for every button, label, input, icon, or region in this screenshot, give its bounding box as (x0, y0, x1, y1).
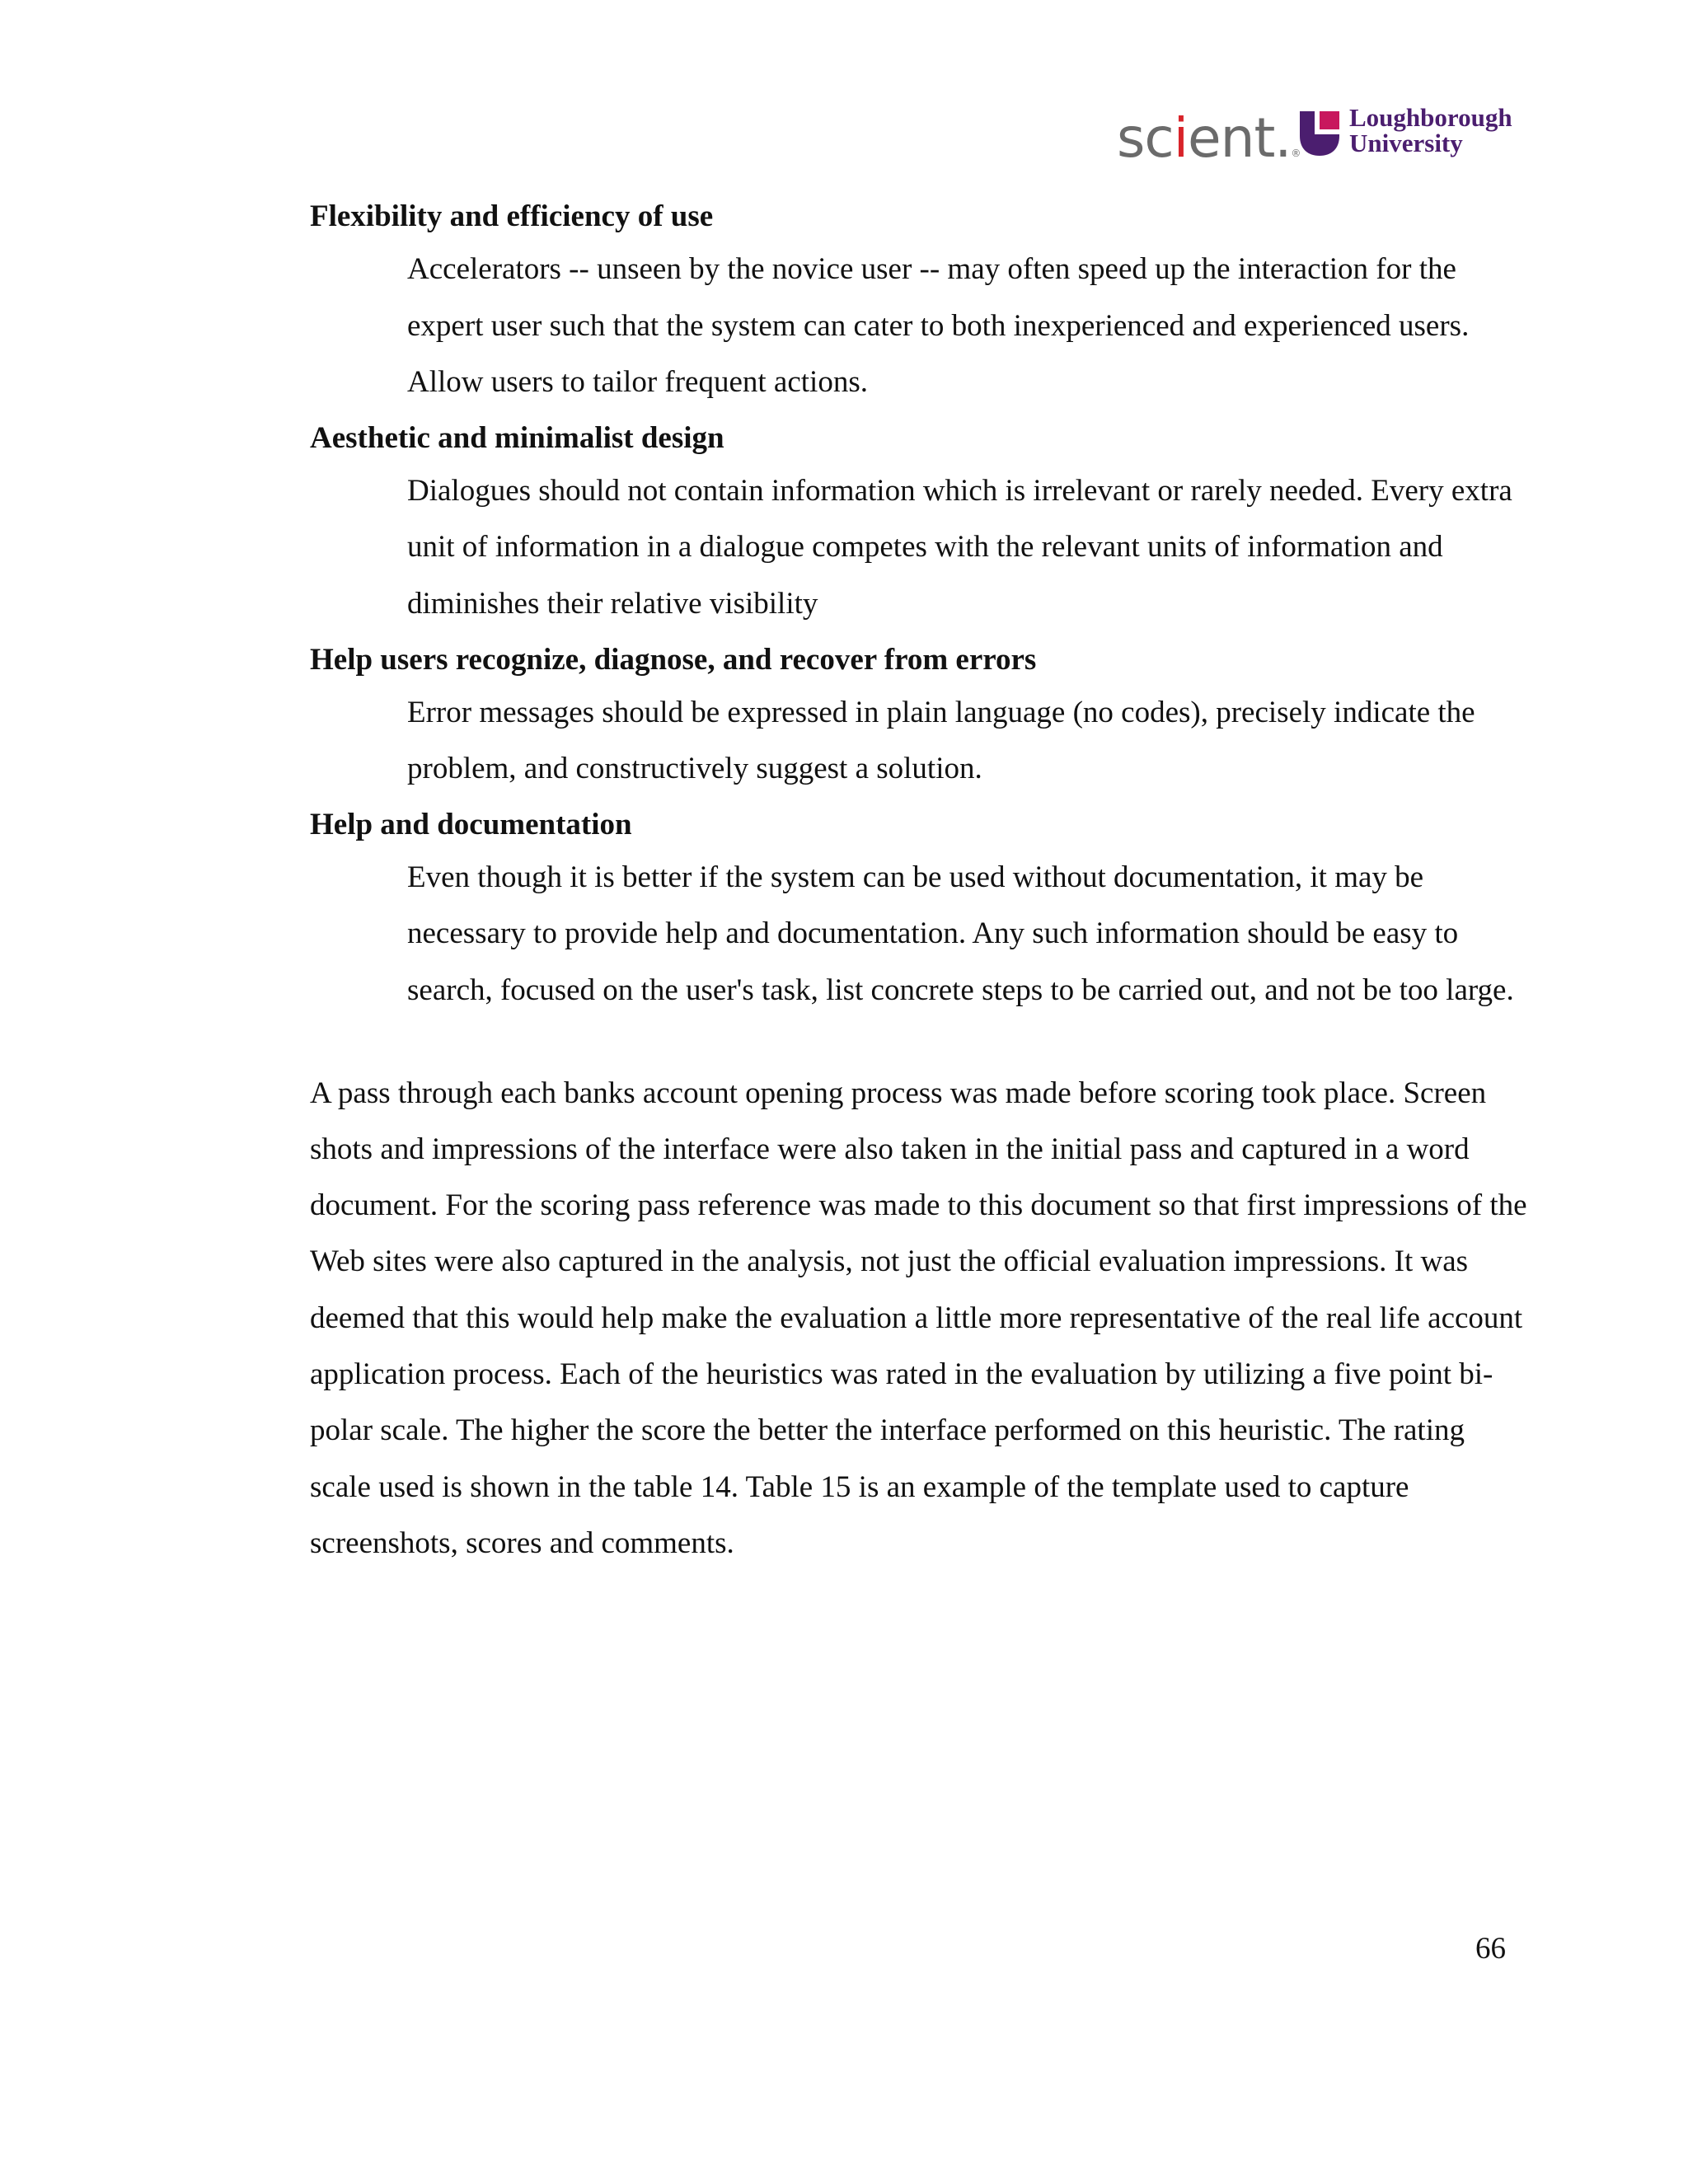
heuristic-heading: Aesthetic and minimalist design (310, 420, 724, 455)
scient-logo: scient.® (1117, 106, 1301, 170)
heuristic-heading: Help and documentation (310, 807, 632, 841)
university-name-line1: Loughborough (1349, 103, 1512, 132)
page-number: 66 (1475, 1932, 1506, 1966)
loughborough-university-wordmark (1349, 105, 1512, 156)
heuristic-section (310, 198, 1530, 411)
heuristic-description: Dialogues should not contain information which is irrelevant or rarely needed. Every extra unit of information in a dialogue competes with the relevant units of information and diminishes their relative visibility (407, 473, 1512, 621)
heuristic-section (310, 641, 1530, 798)
document-body (310, 198, 1530, 1602)
heuristic-heading: Help users recognize, diagnose, and recover from errors (310, 642, 1037, 677)
heuristic-description: Accelerators -- unseen by the novice user -- may often speed up the interaction for the expert user such that the system can cater to both inexperienced and experienced users. Allow users to tailor frequent actions. (407, 252, 1470, 400)
body-paragraph: A pass through each banks account opening process was made before scoring took place. Screen shots and impressions of the interface were also taken in the initial pass and captured in a word document. For the scoring pass reference was made to this document so that first impressions of the Web sites were also captured in the analysis, not just the official evaluation impressions. It was deemed that this would help make the evaluation a little more representative of the real life account application process. Each of the heuristics was rated in the evaluation by utilizing a five point bi-polar scale. The higher the score the better the interface performed on this heuristic. The rating scale used is shown in the table 14. Table 15 is an example of the template used to capture screenshots, scores and comments. (310, 1076, 1527, 1560)
heuristic-section (310, 419, 1530, 633)
university-name-line2: University (1349, 129, 1463, 157)
heuristic-heading: Flexibility and efficiency of use (310, 199, 714, 233)
heuristic-description: Error messages should be expressed in plain language (no codes), precisely indicate the problem, and constructively suggest a solution. (407, 695, 1475, 786)
loughborough-crest-icon (1298, 108, 1341, 157)
heuristic-section (310, 806, 1530, 1019)
heuristic-description: Even though it is better if the system can be used without documentation, it may be necessary to provide help and documentation. Any such information should be easy to search, focused on the user's task, list concrete steps to be carried out, and not be too large. (407, 860, 1514, 1007)
header-logos (1104, 103, 1533, 169)
